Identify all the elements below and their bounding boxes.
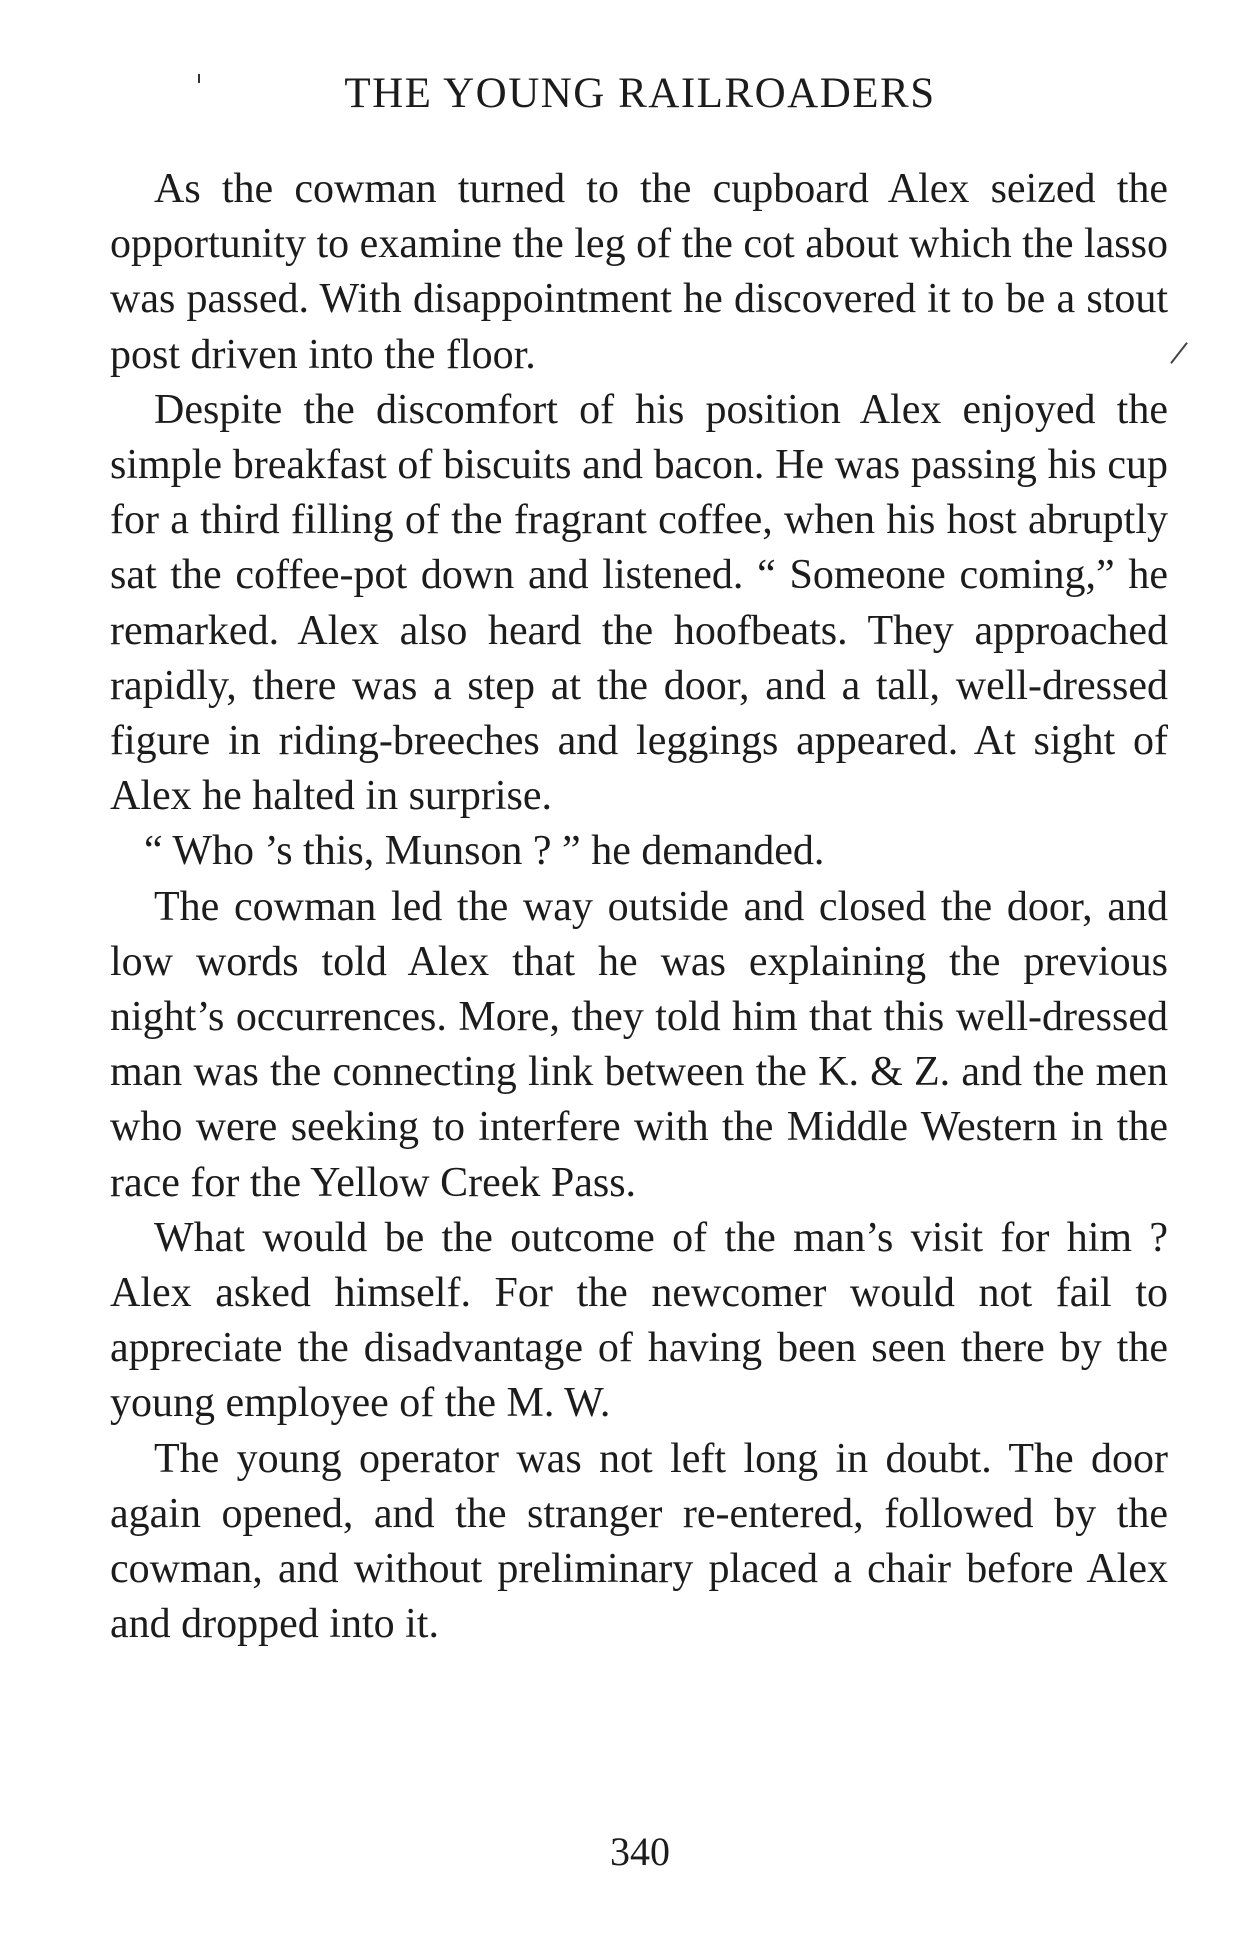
page-number: 340	[610, 1829, 670, 1874]
paragraph: Despite the discomfort of his position Alex enjoyed the simple breakfast of biscuits and bacon. He was passing his cup for a third filling of the fragrant coffee, when his host abruptly sat the coffee-pot down and listened. “ Someone coming,” he remarked. Alex also heard the hoofbeats. They approached rapidly, there was a step at the door, and a tall, well-dressed figure in riding-breeches and leggings appeared. At sight of Alex he halted in surprise.	[110, 386, 1168, 820]
paragraph: As the cowman turned to the cupboard Alex seized the opportunity to examine the leg of the cot about which the lasso was passed. With disappointment he discovered it to be a stout post driven into the floor.	[110, 166, 1168, 378]
running-head: THE YOUNG RAILROADERS	[344, 70, 936, 117]
paragraph: What would be the outcome of the man’s visit for him ? Alex asked himself. For the newcomer would not fail to appreciate the disadvantage of having been seen there by the young employee of the M. W.	[110, 1214, 1168, 1427]
body-text	[110, 162, 1168, 1652]
margin-slash-mark	[1170, 342, 1188, 364]
paragraph: The young operator was not left long in doubt. The door again opened, and the stranger re-entered, followed by the cowman, and without preliminary placed a chair before Alex and dropped into it.	[110, 1435, 1168, 1648]
paragraph: “ Who ’s this, Munson ? ” he demanded.	[144, 828, 825, 875]
paragraph: The cowman led the way outside and closed the door, and low words told Alex that he was explaining the previous night’s occurrences. More, they told him that this well-dressed man was the connecting link between the K. & Z. and the men who were seeking to interfere with the Middle Western in the race for the Yellow Creek Pass.	[110, 883, 1168, 1206]
